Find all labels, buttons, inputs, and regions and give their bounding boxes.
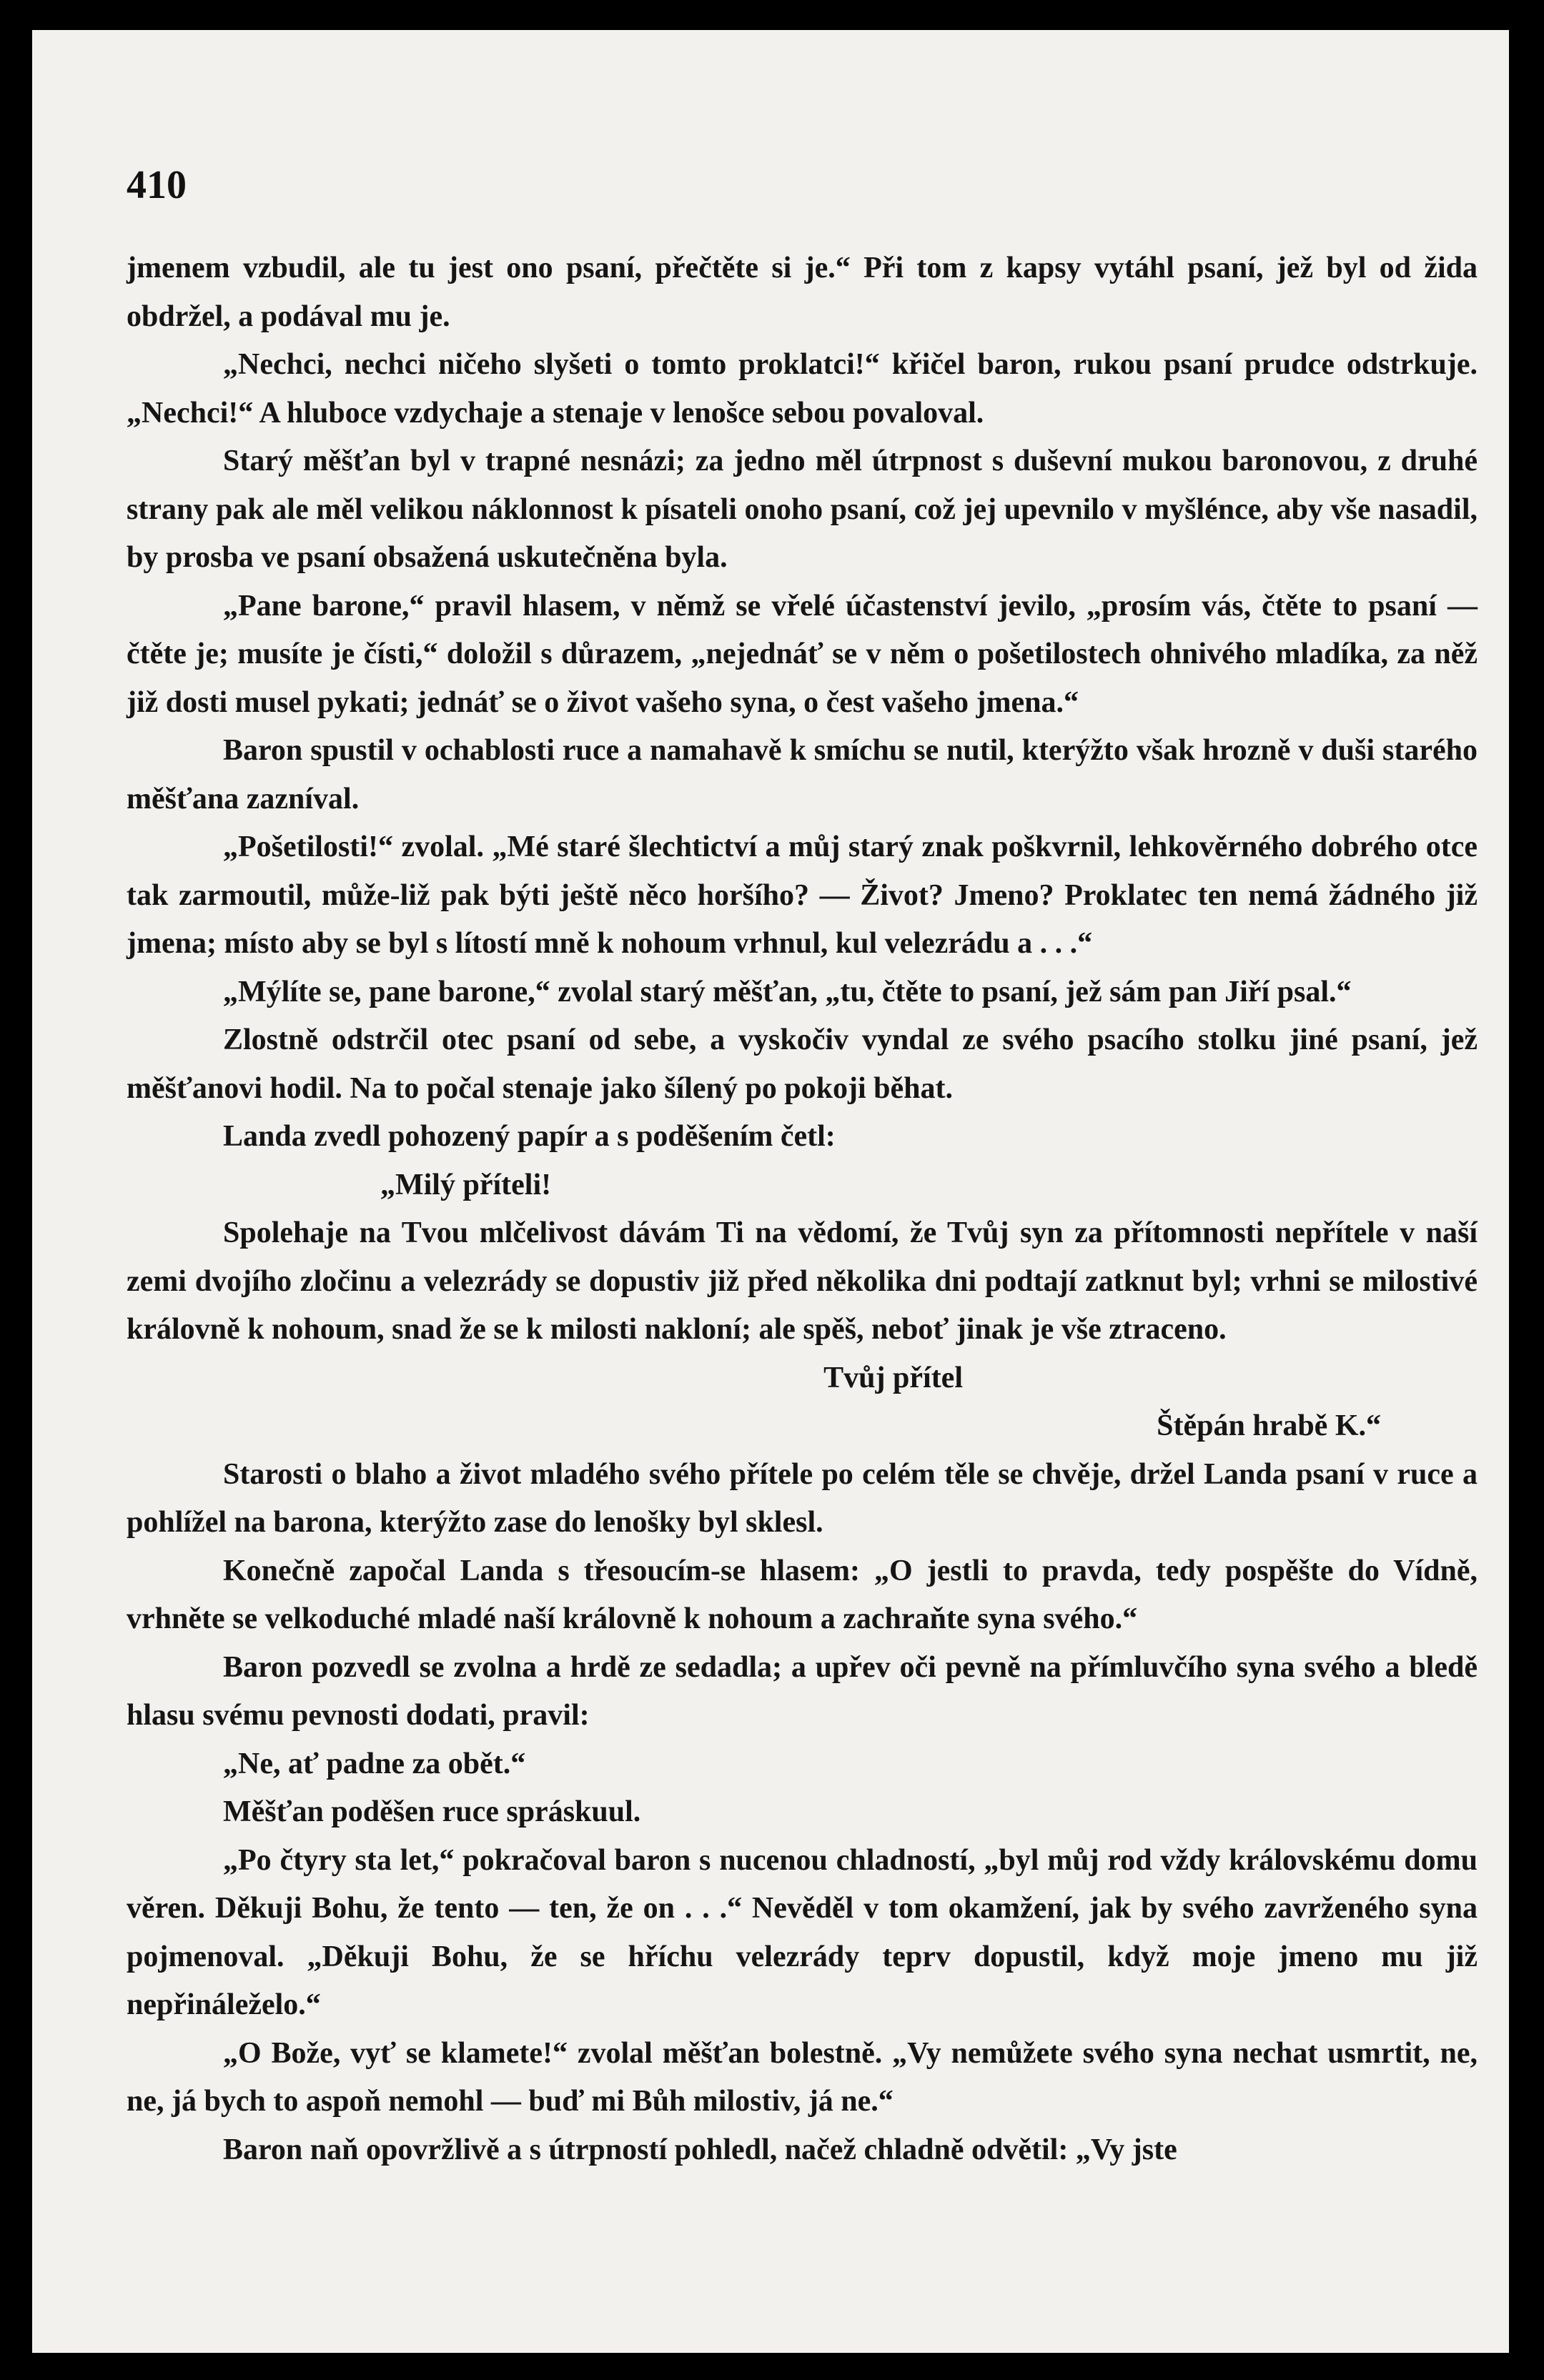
letter-signature: Štěpán hrabě K.“: [1157, 1409, 1381, 1442]
paragraph: Landa zvedl pohozený papír a s poděšením četl:: [223, 1120, 836, 1153]
paragraph: Baron naň opovržlivě a s útrpností pohledl, načež chladně odvětil: „Vy jste: [223, 2133, 1177, 2166]
paragraph: Měšťan poděšen ruce spráskuul.: [223, 1795, 641, 1828]
paragraph: Zlostně odstrčil otec psaní od sebe, a vyskočiv vyndal ze svého psacího stolku jiné psaní, jež měšťanovi hodil. Na to počal stenaje jako šílený po pokoji běhat.: [127, 1023, 1478, 1105]
paragraph: „Pošetilosti!“ zvolal. „Mé staré šlechtictví a můj starý znak poškvrnil, lehkověrného dobrého otce tak zarmoutil, může-liž pak býti ještě něco horšího? — Život? Jmeno? Proklatec ten nemá žádného již jmena; místo aby se byl s lítostí mně k nohoum vrhnul, kul velezrádu a . . .“: [127, 830, 1478, 960]
paragraph: „Nechci, nechci ničeho slyšeti o tomto proklatci!“ křičel baron, rukou psaní prudce odstrkuje. „Nechci!“ A hluboce vzdychaje a stenaje v lenošce sebou povaloval.: [127, 348, 1478, 430]
paragraph: Baron pozvedl se zvolna a hrdě ze sedadla; a upřev oči pevně na přímluvčího syna svého a bledě hlasu svému pevnosti dodati, pravil:: [127, 1650, 1478, 1732]
letter-salutation: „Milý příteli!: [380, 1168, 552, 1201]
paragraph: Starý měšťan byl v trapné nesnázi; za jedno měl útrpnost s duševní mukou baronovou, z druhé strany pak ale měl velikou náklonnost k písateli onoho psaní, což jej upevnilo v myšlénce, aby vše nasadil, by prosba ve psaní obsažená uskutečněna byla.: [127, 445, 1478, 574]
paragraph: „Pane barone,“ pravil hlasem, v němž se vřelé účastenství jevilo, „prosím vás, čtěte to psaní — čtěte je; musíte je čísti,“ doložil s důrazem, „nejednáť se v něm o pošetilostech ohnivého mladíka, za něž již dosti musel pykati; jednáť se o život vašeho syna, o čest vašeho jmena.“: [127, 589, 1478, 719]
book-page: [32, 30, 1509, 2353]
paragraph: „Ne, ať padne za obět.“: [223, 1747, 526, 1780]
page-number: 410: [127, 163, 187, 207]
paragraph: „O Bože, vyť se klamete!“ zvolal měšťan bolestně. „Vy nemůžete svého syna nechat usmrtit, ne, ne, já bych to aspoň nemohl — buď mi Bůh milostiv, já ne.“: [127, 2036, 1478, 2118]
paragraph: Konečně započal Landa s třesoucím-se hlasem: „O jestli to pravda, tedy pospěšte do Vídně, vrhněte se velkoduché mladé naší královně k nohoum a zachraňte syna svého.“: [127, 1554, 1478, 1635]
letter-body: Spolehaje na Tvou mlčelivost dávám Ti na vědomí, že Tvůj syn za přítomnosti nepřítele v naší zemi dvojího zločinu a velezrády se dopustiv již před několika dni podtají zatknut byl; vrhni se milostivé královně k nohoum, snad že se k milosti nakloní; ale spěš, neboť jinak je vše ztraceno.: [127, 1216, 1478, 1346]
paragraph: Baron spustil v ochablosti ruce a namahavě k smíchu se nutil, kterýžto však hrozně v duši starého měšťana zazníval.: [127, 734, 1478, 815]
paragraph: Starosti o blaho a život mladého svého přítele po celém těle se chvěje, držel Landa psaní v ruce a pohlížel na barona, kterýžto zase do lenošky byl sklesl.: [127, 1457, 1478, 1539]
paragraph: jmenem vzbudil, ale tu jest ono psaní, přečtěte si je.“ Při tom z kapsy vytáhl psaní, jež byl od žida obdržel, a podával mu je.: [127, 252, 1478, 333]
paragraph: „Mýlíte se, pane barone,“ zvolal starý měšťan, „tu, čtěte to psaní, jež sám pan Jiří psal.“: [223, 975, 1352, 1008]
letter-closing: Tvůj přítel: [823, 1361, 963, 1394]
body-text: [127, 244, 1478, 2174]
paragraph: „Po čtyry sta let,“ pokračoval baron s nucenou chladností, „byl můj rod vždy královskému domu věren. Děkuji Bohu, že tento — ten, že on . . .“ Nevěděl v tom okamžení, jak by svého zavrženého syna pojmenoval. „Děkuji Bohu, že se hříchu velezrády teprv dopustil, když moje jmeno mu již nepřináleželo.“: [127, 1843, 1478, 2021]
